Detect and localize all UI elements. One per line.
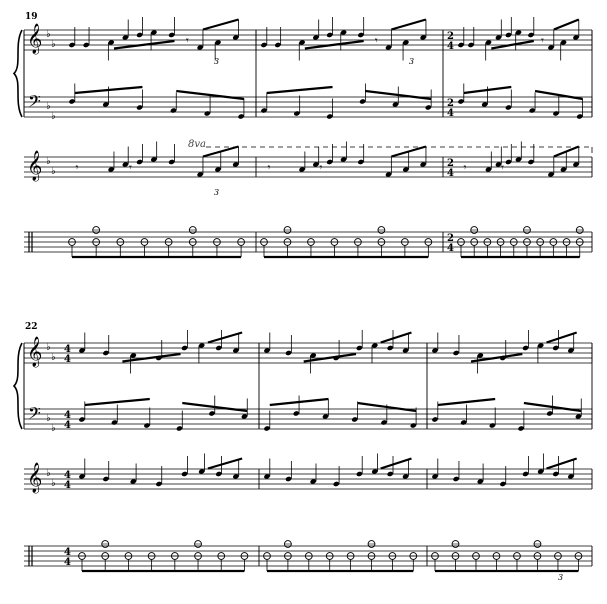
eighth-rest: 𝄾: [374, 34, 378, 47]
time-signature-denominator: 4: [64, 420, 71, 431]
flat-sign: ♭: [51, 352, 56, 363]
time-signature-numerator: 2: [447, 31, 454, 42]
time-signature-numerator: 2: [447, 233, 454, 244]
time-signature-denominator: 4: [447, 41, 454, 52]
eighth-rest: 𝄾: [463, 161, 467, 174]
eighth-rest: 𝄾: [501, 161, 504, 174]
lh-beam: [267, 87, 333, 93]
time-signature-numerator: 4: [64, 547, 71, 558]
measure-number-19: 19: [25, 12, 38, 22]
bass-clef: 𝄢: [28, 91, 41, 115]
flat-sign: ♭: [51, 423, 56, 434]
tuplet-number: 3: [214, 57, 220, 66]
eighth-rest: 𝄾: [75, 161, 79, 174]
flat-sign: ♭: [46, 413, 51, 424]
time-signature-numerator: 2: [447, 158, 454, 169]
eighth-rest: 𝄾: [185, 34, 189, 47]
time-signature-denominator: 4: [64, 557, 71, 568]
measure-number-22: 22: [25, 322, 38, 332]
part-beam: [208, 459, 242, 469]
lh-beam: [438, 399, 495, 405]
tuplet-number: 3: [558, 573, 564, 582]
rh-beam: [547, 333, 577, 343]
lh-beam: [85, 399, 150, 405]
eighth-rest: 𝄾: [541, 34, 544, 47]
flat-sign: ♭: [51, 39, 56, 50]
flat-sign: ♭: [51, 111, 56, 122]
flat-sign: ♭: [51, 478, 56, 489]
flat-sign: ♭: [46, 156, 51, 167]
tuplet-number: 3: [409, 57, 415, 66]
treble-clef: 𝄞: [27, 151, 43, 181]
rh-beam: [391, 20, 426, 30]
eighth-rest: 𝄾: [128, 161, 132, 174]
rh-beam: [203, 20, 239, 30]
time-signature-denominator: 4: [447, 168, 454, 179]
bass-clef: 𝄢: [28, 403, 41, 427]
piano-brace: [14, 343, 22, 429]
flat-sign: ♭: [46, 468, 51, 479]
tuplet-number: 3: [214, 188, 220, 197]
flat-sign: ♭: [51, 166, 56, 177]
treble-clef: 𝄞: [27, 337, 43, 367]
treble-clef: 𝄞: [27, 463, 43, 493]
piano-brace: [14, 30, 22, 117]
eighth-rest: 𝄾: [267, 161, 271, 174]
time-signature-denominator: 4: [64, 354, 71, 365]
rh-beam: [554, 20, 579, 30]
rh-beam: [381, 333, 412, 343]
ottava-marking: 8va: [188, 139, 206, 150]
time-signature-numerator: 4: [64, 470, 71, 481]
time-signature-numerator: 4: [64, 410, 71, 421]
rh-beam: [208, 333, 242, 343]
time-signature-denominator: 4: [447, 108, 454, 119]
time-signature-numerator: 4: [64, 344, 71, 355]
time-signature-denominator: 4: [64, 480, 71, 491]
time-signature-numerator: 2: [447, 98, 454, 109]
eighth-rest: 𝄾: [319, 161, 323, 174]
time-signature-denominator: 4: [447, 243, 454, 254]
flat-sign: ♭: [46, 29, 51, 40]
flat-sign: ♭: [46, 101, 51, 112]
part-beam: [547, 459, 577, 469]
flat-sign: ♭: [46, 342, 51, 353]
part-beam: [381, 459, 412, 469]
treble-clef: 𝄞: [27, 24, 43, 54]
